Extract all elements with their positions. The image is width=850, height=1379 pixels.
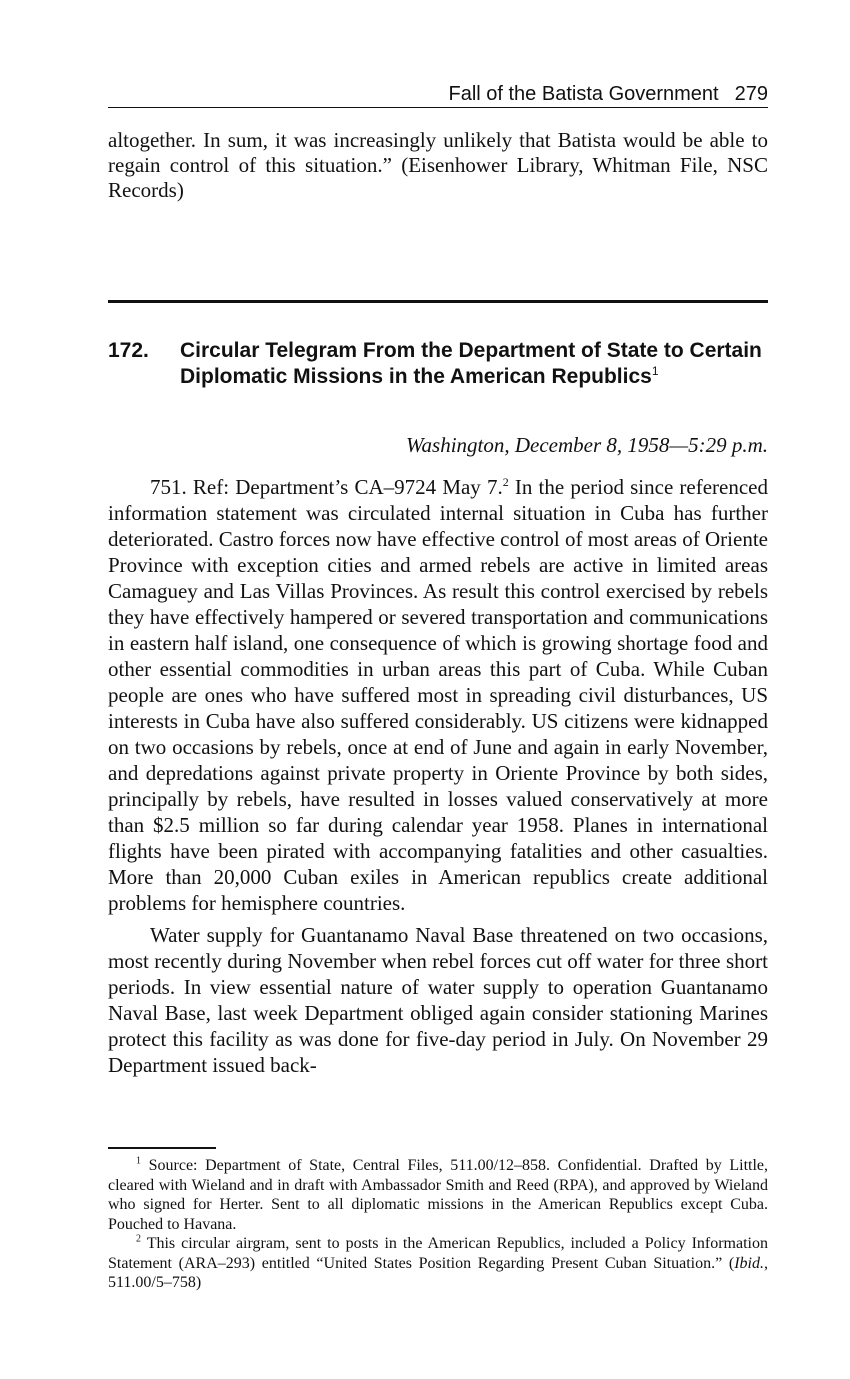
para1-rest: In the period since referenced information statement was circulated internal situation in Cuba has further deteriorated. Castro forces now have effective control of most areas of Oriente Province with exception cities and armed rebels are active in limited areas Camaguey and Las Villas Provinces. As result this control exercised by rebels they have effectively hampered or severed transportation and communications in eastern half island, one consequence of which is growing shortage food and other essential commodities in urban areas this part of Cuba. While Cuban people are ones who have suffered most in spreading civil disturbances, US interests in Cuba have also suffered considerably. US citizens were kidnapped on two occasions by rebels, once at end of June and again in early November, and depredations against private property in Oriente Province by both sides, principally by rebels, have resulted in losses valued conservatively at more than $2.5 million so far during calendar year 1958. Planes in international flights have been pirated with accompanying fatalities and other casualties. More than 20,000 Cuban exiles in American republics create additional problems for hemisphere countries. (108, 475, 769, 915)
page-number: 279 (734, 83, 768, 105)
footnote-2-mark: 2 (136, 1233, 141, 1245)
document-title-text: Circular Telegram From the Department of State to Certain Diplomatic Missions in the American Republics (180, 339, 762, 388)
body-paragraph-2: Water supply for Guantanamo Naval Base threatened on two occasions, most recently during November when rebel forces cut off water for three short periods. In view essential nature of water supply to operation Guantanamo Naval Base, last week Department obliged again consider stationing Marines protect this facility as was done for five-day period in July. On November 29 Department issued back- (108, 923, 768, 1077)
document-title (180, 338, 770, 390)
dateline: Washington, December 8, 1958—5:29 p.m. (405, 433, 768, 457)
footnote-1-text: Source: Department of State, Central Files, 511.00/12–858. Confidential. Drafted by Little, cleared with Wieland and in draft with Ambassador Smith and Reed (RPA), and approved by Wieland who signed for Herter. Sent to all diplomatic missions in the American Republics except Cuba. Pouched to Havana. (108, 1157, 768, 1233)
document-separator-rule (108, 300, 768, 303)
para1-start: 751. Ref: Department’s CA–9724 May 7. (150, 475, 503, 499)
running-title: Fall of the Batista Government (448, 83, 719, 105)
document-number: 172. (108, 339, 149, 362)
running-header (108, 80, 768, 108)
footnote-2-end: , 511.00/5–758) (108, 1254, 768, 1291)
footnote-1 (108, 1156, 768, 1234)
continuation-paragraph: altogether. In sum, it was increasingly unlikely that Batista would be able to regain control of this situation.” (Eisenhower Library, Whitman File, NSC Records) (108, 128, 768, 202)
footnotes (108, 1156, 768, 1293)
footnote-1-mark: 1 (136, 1155, 141, 1167)
footnote-2-text: This circular airgram, sent to posts in the American Republics, included a Policy Information Statement (ARA–293) entitled “United States Position Regarding Present Cuban Situation.” ( (108, 1235, 768, 1272)
document-body (108, 474, 768, 1078)
footnote-ref-1[interactable]: 1 (651, 364, 659, 378)
footnote-2 (108, 1234, 768, 1293)
footnote-rule (108, 1147, 216, 1149)
body-paragraph-1 (108, 474, 768, 916)
footnote-ref-2[interactable]: 2 (502, 475, 509, 489)
header-rule (108, 107, 768, 108)
footnote-2-ibid: Ibid. (734, 1254, 764, 1272)
